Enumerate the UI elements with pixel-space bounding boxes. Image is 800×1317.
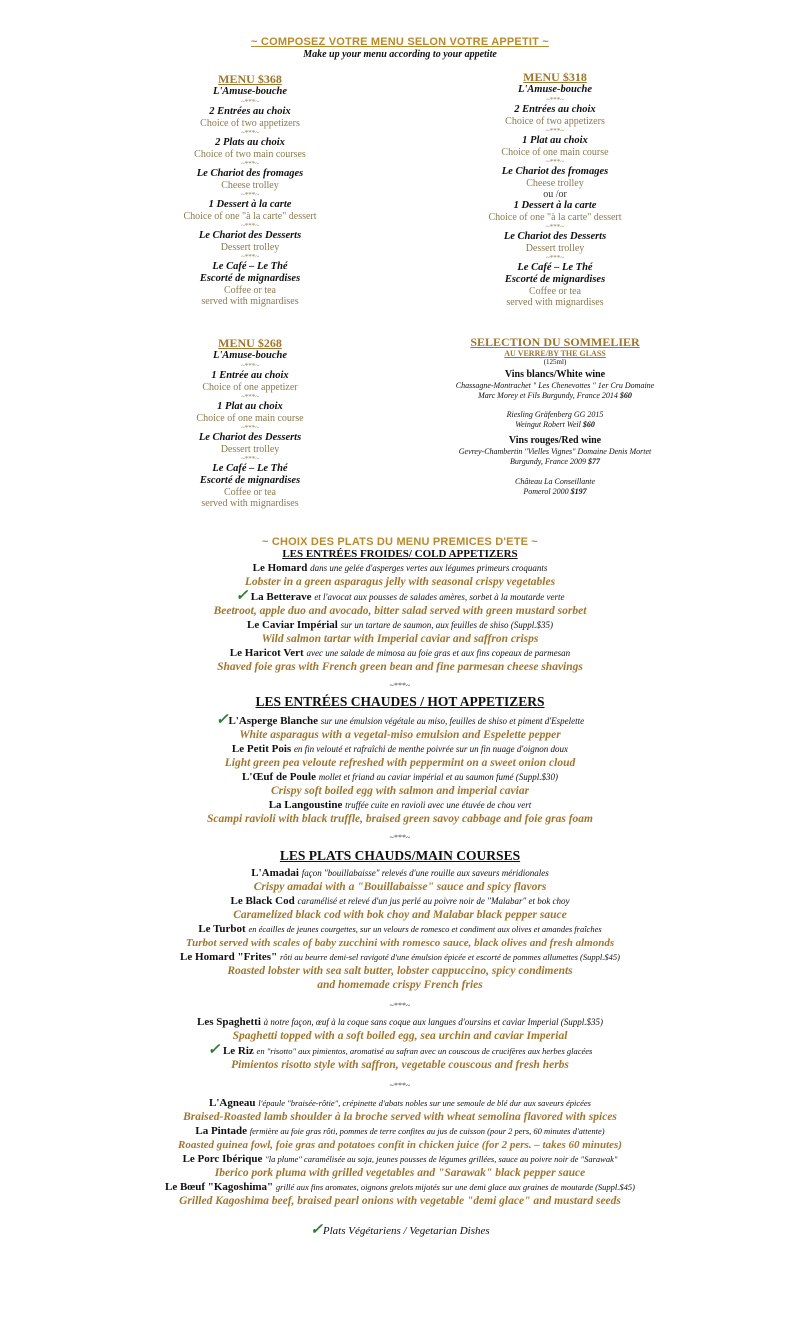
tilde-separator: ~***~ [240, 160, 260, 168]
course-en: Choice of two main courses [194, 149, 306, 160]
course: Le Chariot des Desserts [198, 432, 302, 443]
dish-en: Light green pea veloute refreshed with peppermint on a sweet onion cloud [224, 757, 576, 769]
course: 2 Entrées au choix [209, 106, 291, 117]
menu-title: MENU $318 [523, 70, 587, 84]
tilde-separator: ~***~ [240, 222, 260, 230]
check-mark-icon: ✓ [235, 588, 249, 604]
course-en: Coffee or tea [528, 286, 581, 297]
dish-en: Crispy soft boiled egg with salmon and imperial caviar [270, 785, 530, 797]
header-subtitle: Make up your menu according to your appetite [303, 49, 497, 60]
sommelier-title: SELECTION DU SOMMELIER [470, 335, 640, 349]
tilde-separator: ~***~ [389, 681, 411, 690]
dish-en: Scampi ravioli with black truffle, braised green savoy cabbage and foie gras foam [207, 813, 593, 825]
course-en: served with mignardises [506, 297, 604, 308]
dish-en: Lobster in a green asparagus jelly with seasonal crispy vegetables [244, 576, 556, 588]
or-text: ou /or [543, 189, 567, 200]
dish-fr: Le Bœuf "Kagoshima" grillé aux fins aromates, oignons grelots mijotés sur une demi glace aux graines de moutarde (Suppl.$45) [164, 1181, 635, 1193]
dish-fr: ✓L'Asperge Blanche sur une émulsion végétale au miso, feuilles de shiso et piment d'Espelette [215, 712, 585, 728]
course-en: served with mignardises [201, 498, 299, 509]
dish-en: White asparagus with a vegetal-miso emulsion and Espelette pepper [239, 729, 561, 741]
course: L'Amuse-bouche [212, 86, 288, 97]
tilde-separator: ~***~ [240, 253, 260, 261]
dish-fr: Le Homard "Frites" rôti au beurre demi-sel ravigoté d'une émulsion épicée et escorté de pommes allumettes (Suppl.$45) [180, 951, 620, 963]
dish-fr: L'Agneau l'épaule "braisée-rôtie", crépinette d'abats nobles sur une semoule de blé dur aux saveurs épicées [209, 1097, 591, 1109]
course: 2 Entrées au choix [514, 104, 596, 115]
wine-line: Chassagne-Montrachet " Les Chenevottes " 1er Cru Domaine [455, 381, 655, 390]
dish-fr: Le Petit Pois en fin velouté et rafraîchi de menthe poivrée sur un fin nuage d'oignon doux [231, 743, 569, 755]
course: Le Chariot des Desserts [198, 230, 302, 241]
dish-fr: Le Haricot Vert avec une salade de mimosa au foie gras et aux fins copeaux de parmesan [229, 647, 571, 659]
menu-title: MENU $368 [218, 72, 282, 86]
check-mark-icon: ✓ [207, 1042, 221, 1058]
wine-line: Château La Conseillante [515, 477, 595, 486]
white-wine-title: Vins blancs/White wine [504, 369, 606, 380]
dish-fr: Le Turbot en écailles de jeunes courgettes, sur un velours de romesco et condiment aux olives et amandes fraîches [198, 923, 602, 935]
choix-title: ~ CHOIX DES PLATS DU MENU PREMICES D'ETE ~ [261, 536, 539, 548]
wine-price: $77 [587, 457, 600, 466]
wine-price: $60 [582, 420, 595, 429]
dish-fr: Le Porc Ibérique "la plume" caramélisée au soja, jeunes pousses de légumes grillées, sauce au poivre noir de "Sarawak" [182, 1153, 618, 1165]
dish-en: Crispy amadai with a "Bouillabaisse" sauce and spicy flavors [253, 881, 547, 893]
wine-line: Riesling Gräfenberg GG 2015 [506, 410, 604, 419]
dish-en: Iberico pork pluma with grilled vegetables and "Sarawak" black pepper sauce [214, 1167, 586, 1179]
glass-volume: (125ml) [543, 358, 567, 366]
tilde-separator: ~***~ [240, 424, 260, 432]
dish-en: Braised-Roasted lamb shoulder à la broche served with wheat semolina flavored with spices [183, 1111, 617, 1123]
tilde-separator: ~***~ [545, 96, 565, 104]
course: Le Chariot des Desserts [503, 231, 607, 242]
tilde-separator: ~***~ [240, 129, 260, 137]
wine-price: $197 [570, 487, 587, 496]
dish-fr: La Pintade fermière au foie gras rôti, pommes de terre confites au jus de cuisson (pour 2 pers, 60 minutes d'attente) [195, 1125, 605, 1137]
course-en: Choice of one "à la carte" dessert [183, 211, 317, 222]
dish-choices [0, 536, 800, 1239]
course-en: Coffee or tea [223, 487, 276, 498]
dish-fr: L'Œuf de Poule mollet et friand au caviar impérial et au saumon fumé (Suppl.$30) [242, 771, 558, 783]
dish-fr: ✓ Le Riz en "risotto" aux pimientos, aromatisé au safran avec un couscous de crucifères aux herbes glacées [207, 1042, 593, 1058]
check-mark-icon: ✓ [215, 712, 229, 728]
course-en: Dessert trolley [220, 444, 280, 455]
course: 1 Entrée au choix [211, 370, 289, 381]
dish-fr: Le Black Cod caramélisé et relevé d'un jus perlé au poivre noir de "Malabar" et bok choy [230, 895, 570, 907]
dish-fr: ✓ La Betterave et l'avocat aux pousses de salades amères, sorbet à la moutarde verte [235, 588, 565, 604]
check-mark-icon: ✓ [310, 1222, 323, 1238]
course: Le Café – Le Thé [212, 463, 288, 474]
course: 1 Dessert à la carte [208, 199, 292, 210]
wine-line: Gevrey-Chambertin "Vielles Vignes" Domaine Denis Mortet [458, 447, 652, 456]
course-en: Cheese trolley [526, 178, 584, 189]
tilde-separator: ~***~ [240, 393, 260, 401]
course: 1 Plat au choix [217, 401, 283, 412]
course: L'Amuse-bouche [517, 84, 593, 95]
main-title: LES PLATS CHAUDS/MAIN COURSES [279, 848, 521, 863]
course: Le Chariot des fromages [501, 166, 609, 177]
dish-en: Roasted guinea fowl, foie gras and potatoes confit in chicken juice (for 2 pers. – takes 60 minutes) [178, 1139, 622, 1151]
tilde-separator: ~***~ [545, 254, 565, 262]
dish-fr: Les Spaghetti à notre façon, œuf à la coque sans coque aux langues d'oursins et caviar Imperial (Suppl.$35) [197, 1016, 603, 1028]
course: 1 Plat au choix [522, 135, 588, 146]
course-en: Dessert trolley [220, 242, 280, 253]
course: 2 Plats au choix [215, 137, 285, 148]
dish-en: and homemade crispy French fries [317, 979, 483, 991]
tilde-separator: ~***~ [240, 98, 260, 106]
wine-price: $60 [619, 391, 632, 400]
course-en: Choice of two appetizers [200, 118, 300, 129]
tilde-separator: ~***~ [545, 223, 565, 231]
menu-368 [130, 72, 370, 307]
sommelier-selection [420, 336, 690, 497]
header-title: ~ COMPOSEZ VOTRE MENU SELON VOTRE APPETIT ~ [251, 36, 549, 48]
tilde-separator: ~***~ [240, 362, 260, 370]
wine-line: Weingut Robert Weil $60 [515, 420, 595, 429]
course: Le Café – Le Thé [517, 262, 593, 273]
legend-text: Plats Végétariens / Vegetarian Dishes [322, 1225, 490, 1237]
menu-318 [440, 70, 670, 308]
course-en: Choice of one appetizer [202, 382, 298, 393]
dish-en: Turbot served with scales of baby zucchini with romesco sauce, black olives and fresh almonds [185, 937, 615, 949]
vegetarian-legend [0, 1220, 800, 1239]
dish-fr: Le Homard dans une gelée d'asperges vertes aux légumes primeurs croquants [252, 562, 548, 574]
cold-title: LES ENTRÉES FROIDES/ COLD APPETIZERS [282, 548, 518, 560]
menu-title: MENU $268 [218, 336, 282, 350]
dish-en: Shaved foie gras with French green bean and fine parmesan cheese shavings [217, 661, 583, 673]
hot-title: LES ENTRÉES CHAUDES / HOT APPETIZERS [255, 694, 545, 709]
course-en: Choice of one main course [501, 147, 609, 158]
course-en: Choice of one main course [196, 413, 304, 424]
red-wine-title: Vins rouges/Red wine [508, 435, 602, 446]
course-en: Cheese trolley [221, 180, 279, 191]
course-en: Coffee or tea [223, 285, 276, 296]
wine-line: Burgundy, France 2009 $77 [510, 457, 600, 466]
course: Le Chariot des fromages [196, 168, 304, 179]
header [0, 36, 800, 60]
dish-en: Roasted lobster with sea salt butter, lobster cappuccino, spicy condiments [227, 965, 573, 977]
course: 1 Dessert à la carte [513, 200, 597, 211]
course-en: Dessert trolley [525, 243, 585, 254]
tilde-separator: ~***~ [389, 1001, 411, 1010]
dish-en: Caramelized black cod with bok choy and Malabar black pepper sauce [233, 909, 567, 921]
dish-fr: Le Caviar Impérial sur un tartare de saumon, aux feuilles de shiso (Suppl.$35) [247, 619, 553, 631]
dish-fr: L'Amadai façon "bouillabaisse" relevés d'une rouille aux saveurs méridionales [251, 867, 549, 879]
course: Escorté de mignardises [199, 273, 301, 284]
course: Le Café – Le Thé [212, 261, 288, 272]
wine-line: Pomerol 2000 $197 [523, 487, 587, 496]
course-en: Choice of two appetizers [505, 116, 605, 127]
dish-en: Pimientos risotto style with saffron, vegetable couscous and fresh herbs [231, 1059, 569, 1071]
tilde-separator: ~***~ [389, 1081, 411, 1090]
dish-en: Spaghetti topped with a soft boiled egg, sea urchin and caviar Imperial [232, 1030, 568, 1042]
course: Escorté de mignardises [199, 475, 301, 486]
course-en: Choice of one "à la carte" dessert [488, 212, 622, 223]
course-en: served with mignardises [201, 296, 299, 307]
dish-en: Wild salmon tartar with Imperial caviar and saffron crisps [261, 633, 539, 645]
wine-line: Marc Morey et Fils Burgundy, France 2014 $60 [478, 391, 632, 400]
tilde-separator: ~***~ [545, 158, 565, 166]
menu-268 [130, 336, 370, 509]
tilde-separator: ~***~ [240, 191, 260, 199]
tilde-separator: ~***~ [389, 833, 411, 842]
tilde-separator: ~***~ [545, 127, 565, 135]
tilde-separator: ~***~ [240, 455, 260, 463]
course: Escorté de mignardises [504, 274, 606, 285]
sommelier-subtitle: AU VERRE/BY THE GLASS [504, 349, 606, 358]
dish-en: Beetroot, apple duo and avocado, bitter salad served with green mustard sorbet [213, 605, 587, 617]
dish-en: Grilled Kagoshima beef, braised pearl onions with vegetable "demi glace" and mustard seeds [179, 1195, 621, 1207]
course: L'Amuse-bouche [212, 350, 288, 361]
dish-fr: La Langoustine truffée cuite en ravioli avec une étuvée de chou vert [268, 799, 532, 811]
